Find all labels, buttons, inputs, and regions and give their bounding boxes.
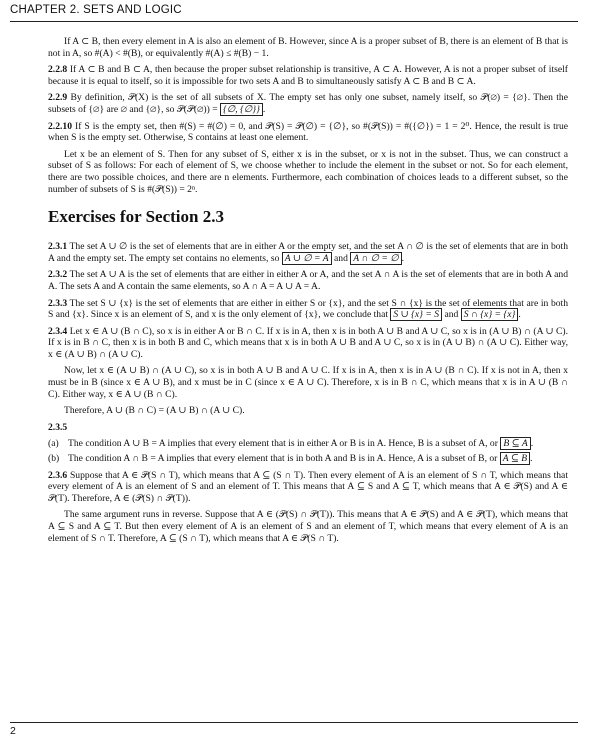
boxed-answer: B ⊆ A xyxy=(500,437,530,450)
solution-2-2-8: 2.2.8 If A ⊂ B and B ⊂ A, then because the proper subset relationship is transitive, A ⊂ A. However, A is not a proper subset of itself because it is equal to itself, so it is impossible for two sets A and B to simultaneously satisfy A ⊂ B and B ⊂ A. xyxy=(48,64,568,87)
solution-2-3-5: 2.3.5 xyxy=(48,421,68,433)
solution-2-2-10: 2.2.10 If S is the empty set, then #(S) = #(∅) = 0, and 𝒫(S) = 𝒫(∅) = {∅}, so #(𝒫(S)) = #({∅}) = 1 = 2⁰. Hence, the result is true when S is the empty set. Otherwise, S contains at least one element. xyxy=(48,120,568,144)
boxed-answer: A ⊆ B xyxy=(500,452,530,465)
paragraph: If A ⊂ B, then every element in A is also an element of B. However, since A is a proper subset of B, there is an element of B that is not in A, so #(A) < #(B), or equivalently #(A) ≤ #(B) − 1. xyxy=(48,36,568,59)
page-body xyxy=(48,36,568,549)
solution-2-3-6: 2.3.6 Suppose that A ∈ 𝒫(S ∩ T), which means that A ⊆ (S ∩ T). Then every element of A is an element of S ∩ T, which means that every element of A is an element of S and an element of T. This means that A ⊆ S and A ⊆ T, which means that A ∈ 𝒫(S) and A ∈ 𝒫(T). Therefore, A ∈ (𝒫(S) ∩ 𝒫(T)). xyxy=(48,469,568,504)
paragraph: Let x be an element of S. Then for any subset of S, either x is in the subset, or x is not in the subset. Thus, we can construct a subset of S as follows: For each of element of S, we choose whether to include the element in the subset or not. So for each element, there are two possible choices, and there are n elements. Furthermore, each combination of choices leads to a different subset, so the number of subsets of S is #(𝒫(S)) = 2ⁿ. xyxy=(48,148,568,195)
paragraph: The same argument runs in reverse. Suppose that A ∈ (𝒫(S) ∩ 𝒫(T)). This means that A ∈ 𝒫(S) and A ∈ 𝒫(T), which means that A ⊆ S and A ⊆ T. But then every element of A is an element of S and an element of T, which means that every element of A is an element of S ∩ T. Therefore, A ⊆ (S ∩ T), which means that A ∈ 𝒫(S ∩ T). xyxy=(48,509,568,544)
boxed-answer: S ∩ {x} = {x} xyxy=(461,308,519,321)
boxed-answer: {∅, {∅}} xyxy=(220,103,263,116)
running-header xyxy=(10,4,578,22)
paragraph: Now, let x ∈ (A ∪ B) ∩ (A ∪ C), so x is in both A ∪ B and A ∪ C. If x is in A, then x is in A ∪ (B ∩ C). If x is not in A, then x must be in B (since x ∈ A ∪ B), and x must be in C (since x ∈ A ∪ C). Therefore, x is in B ∩ C, which means that x is in A ∪ (B ∩ C). Either way, x ∈ A ∪ (B ∩ C). xyxy=(48,365,568,400)
paragraph: Therefore, A ∪ (B ∩ C) = (A ∪ B) ∩ (A ∪ C). xyxy=(64,405,245,417)
list-item: (b) The condition A ∩ B = A implies that every element that is in both A and B is in A. Hence, A is a subset of B, or A ⊆ B . xyxy=(48,453,533,465)
chapter-title: CHAPTER 2. SETS AND LOGIC xyxy=(10,4,182,16)
list-item: (a) The condition A ∪ B = A implies that every element that is in either A or B is in A. Hence, B is a subset of A, or B ⊆ A . xyxy=(48,438,534,450)
solution-2-2-9: 2.2.9 By definition, 𝒫(X) is the set of all subsets of X. The empty set has only one subset, namely itself, so 𝒫(∅) = {∅}. Then the subsets of {∅} are ∅ and {∅}, so 𝒫(𝒫(∅)) = {∅, {∅}} . xyxy=(48,92,568,115)
boxed-answer: A ∩ ∅ = ∅ xyxy=(350,252,401,265)
page-number: 2 xyxy=(10,725,16,737)
solution-2-3-1: 2.3.1 The set A ∪ ∅ is the set of elements that are in either A or the empty set, and the set A ∩ ∅ is the set of elements that are in both A and the empty set. The empty set contains no elements, so A ∪ ∅ = A and A ∩ ∅ = ∅ . xyxy=(48,241,568,264)
solution-2-3-2: 2.3.2 The set A ∪ A is the set of elements that are either in either A or A, and the set A ∩ A is the set of elements that are in both A and A. The sets A and A contain the same elements, so A ∩ A = A ∪ A = A. xyxy=(48,269,568,292)
boxed-answer: A ∪ ∅ = A xyxy=(282,252,332,265)
page-footer xyxy=(10,722,578,737)
solution-2-3-3: 2.3.3 The set S ∪ {x} is the set of elements that are either in either S or {x}, and the set S ∩ {x} is the set of elements that are in both S and {x}. Since x is an element of S, and x is the only element of {x}, we conclude that S ∪ {x} = S and S ∩ {x} = {x} . xyxy=(48,297,568,321)
section-heading: Exercises for Section 2.3 xyxy=(48,207,224,227)
boxed-answer: S ∪ {x} = S xyxy=(390,308,442,321)
solution-2-3-4: 2.3.4 Let x ∈ A ∪ (B ∩ C), so x is in either A or B ∩ C. If x is in A, then x is in both A ∪ B and A ∪ C, so x is in (A ∪ B) ∩ (A ∪ C). If x is in B ∩ C, then x is in both B and C, which means that x is in both A ∪ B and A ∪ C, so x is in (A ∪ B) ∩ (A ∪ C). Either way, x ∈ (A ∪ B) ∩ (A ∪ C). xyxy=(48,325,568,360)
